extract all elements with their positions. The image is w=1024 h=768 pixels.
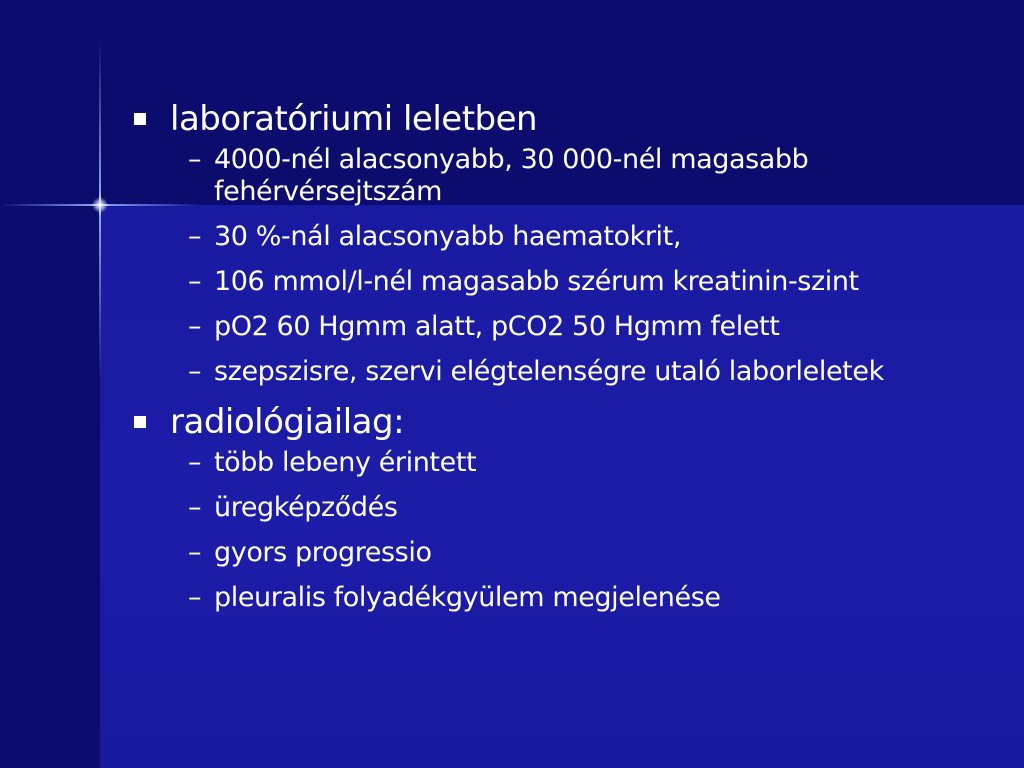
dash-marker: – — [188, 266, 202, 297]
sub-bullet-text: 106 mmol/l-nél magasabb szérum kreatinin-szint — [214, 266, 859, 297]
sub-bullet-list — [170, 447, 988, 614]
sub-bullet-item — [170, 447, 984, 479]
bullet-item — [128, 401, 988, 614]
dash-marker: – — [188, 447, 202, 478]
sub-bullet-item — [170, 221, 984, 253]
square-bullet-icon — [134, 416, 146, 428]
sub-bullet-item — [170, 492, 984, 524]
sub-bullet-item — [170, 311, 984, 343]
sub-bullet-text: 4000-nél alacsonyabb, 30 000-nél magasabb fehérvérsejtszám — [214, 144, 809, 207]
dash-marker: – — [188, 144, 202, 175]
bullet-item — [128, 98, 988, 388]
dash-marker: – — [188, 221, 202, 252]
bullet-list — [128, 98, 988, 614]
background-left-panel — [0, 0, 100, 768]
dash-marker: – — [188, 582, 202, 613]
sub-bullet-text: szepszisre, szervi elégtelenségre utaló laborleletek — [214, 356, 884, 387]
sub-bullet-item — [170, 582, 984, 614]
sub-bullet-item — [170, 537, 984, 569]
sub-bullet-text: több lebeny érintett — [214, 447, 477, 478]
dash-marker: – — [188, 537, 202, 568]
sparkle-star-icon — [92, 197, 108, 213]
dash-marker: – — [188, 311, 202, 342]
square-bullet-icon — [134, 113, 146, 125]
sub-bullet-item — [170, 266, 984, 298]
bullet-text: laboratóriumi leletben — [170, 99, 538, 139]
bullet-text: radiológiailag: — [170, 402, 405, 442]
sub-bullet-item — [170, 356, 984, 388]
sub-bullet-text: gyors progressio — [214, 537, 432, 568]
sub-bullet-text: pO2 60 Hgmm alatt, pCO2 50 Hgmm felett — [214, 311, 780, 342]
sub-bullet-text: 30 %-nál alacsonyabb haematokrit, — [214, 221, 682, 252]
sub-bullet-text: pleuralis folyadékgyülem megjelenése — [214, 582, 721, 613]
sub-bullet-item — [170, 144, 984, 208]
dash-marker: – — [188, 492, 202, 523]
sub-bullet-list — [170, 144, 988, 388]
dash-marker: – — [188, 356, 202, 387]
slide-content — [128, 98, 988, 627]
sub-bullet-text: üregképződés — [214, 492, 398, 523]
